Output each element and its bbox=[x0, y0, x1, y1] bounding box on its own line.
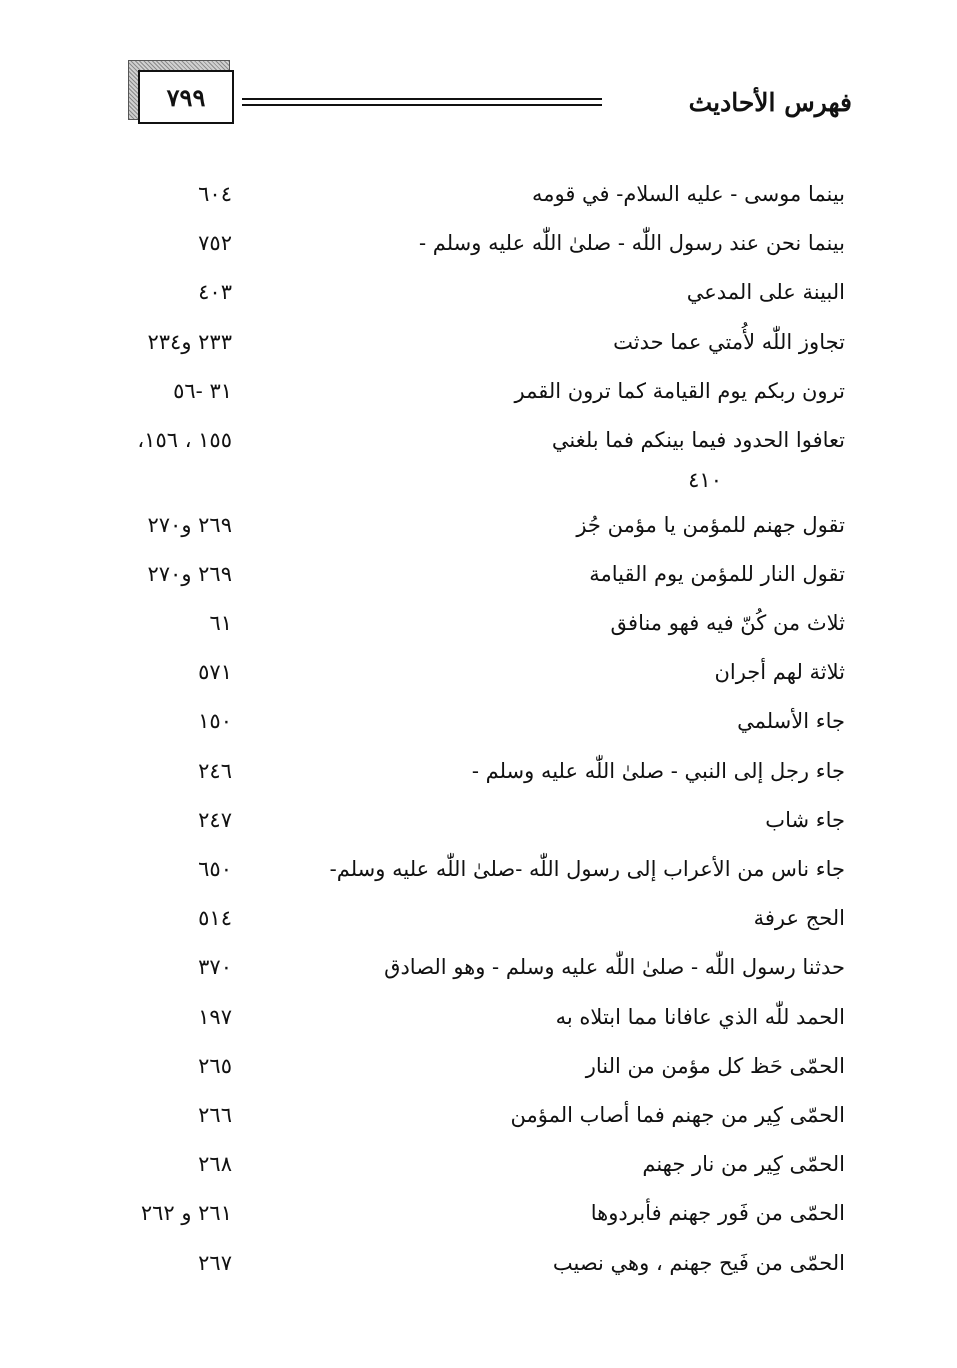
entry-text: الحمّى كِير من جهنم فما أصاب المؤمن bbox=[510, 1103, 845, 1128]
entry-text: ثلاث من كُنّ فيه فهو منافق bbox=[610, 611, 845, 636]
entry-pages: ٣١ -٥٦ bbox=[173, 378, 232, 403]
entry-pages: ١٩٧ bbox=[198, 1004, 232, 1029]
entry-text: بينما موسى - عليه السلام- في قومه bbox=[531, 182, 845, 206]
entry-text: ترون ربكم يوم القيامة كما ترون القمر bbox=[514, 378, 845, 403]
entry-pages: ٢٦٧ bbox=[198, 1250, 232, 1275]
entry-text: الحمّى كِير من نار جهنم bbox=[642, 1152, 845, 1177]
entry-text: تعافوا الحدود فيما بينكم فما بلغني bbox=[551, 428, 845, 452]
entry-text: جاء ناس من الأعراب إلى رسول اللّٰه -صلىٰ اللّٰه عليه وسلم- bbox=[329, 857, 845, 882]
entry-pages: ٦٥٠ bbox=[198, 857, 232, 882]
index-entry bbox=[0, 420, 957, 492]
page-title: فهرس الأحاديث bbox=[688, 88, 852, 117]
entry-pages-continuation: ٤١٠ bbox=[688, 468, 722, 492]
index-entry bbox=[0, 371, 957, 411]
index-entry bbox=[0, 1046, 957, 1086]
index-entry bbox=[0, 751, 957, 791]
index-entry bbox=[0, 1243, 957, 1283]
entry-text: تجاوز اللّٰه لأُمتي عما حدثت bbox=[613, 329, 845, 354]
entry-pages: ٢٦١ و ٢٦٢ bbox=[140, 1201, 232, 1226]
index-entry bbox=[0, 603, 957, 643]
entry-pages: ٢٤٦ bbox=[198, 758, 232, 783]
index-entry bbox=[0, 272, 957, 312]
entry-pages: ٥٧١ bbox=[198, 660, 232, 685]
index-entry bbox=[0, 652, 957, 692]
index-entry bbox=[0, 997, 957, 1037]
index-entry bbox=[0, 554, 957, 594]
entry-pages: ١٥٠ bbox=[198, 709, 232, 734]
index-entry bbox=[0, 701, 957, 741]
entry-text: تقول النار للمؤمن يوم القيامة bbox=[589, 561, 845, 586]
entry-pages: ٢٦٨ bbox=[198, 1152, 232, 1177]
entry-text: جاء شاب bbox=[765, 807, 845, 832]
index-entry bbox=[0, 223, 957, 263]
index-entry bbox=[0, 1144, 957, 1184]
entry-pages: ٢٣٣ و٢٣٤ bbox=[147, 329, 232, 354]
entry-text: الحمد للّٰه الذي عافانا مما ابتلاه به bbox=[555, 1004, 845, 1029]
entry-pages: ٢٦٥ bbox=[198, 1053, 232, 1078]
entry-text: بينما نحن عند رسول اللّٰه - صلىٰ اللّٰه عليه وسلم - bbox=[418, 231, 845, 256]
entry-pages: ٢٦٩ و٢٧٠ bbox=[147, 561, 232, 586]
entry-pages: ١٥٥ ، ١٥٦، bbox=[137, 428, 232, 452]
entry-pages: ٦١ bbox=[209, 611, 232, 636]
entry-pages: ٢٦٩ و٢٧٠ bbox=[147, 512, 232, 537]
index-entry bbox=[0, 898, 957, 938]
entry-pages: ٦٠٤ bbox=[198, 182, 232, 206]
index-entry bbox=[0, 322, 957, 362]
entry-text: تقول جهنم للمؤمن يا مؤمن جُز bbox=[576, 512, 845, 537]
entry-pages: ٢٤٧ bbox=[198, 807, 232, 832]
index-entry bbox=[0, 947, 957, 987]
entry-text: حدثنا رسول اللّٰه - صلىٰ اللّٰه عليه وسلم - وهو الصادق bbox=[384, 955, 845, 980]
entry-pages: ٧٥٢ bbox=[198, 231, 232, 256]
entry-text: البينة على المدعي bbox=[686, 280, 845, 305]
entry-text: الحج عرفة bbox=[753, 906, 845, 931]
index-entry bbox=[0, 174, 957, 214]
entry-pages: ٣٧٠ bbox=[198, 955, 232, 980]
index-entry bbox=[0, 1095, 957, 1135]
entry-pages: ٢٦٦ bbox=[198, 1103, 232, 1128]
entry-pages: ٤٠٣ bbox=[198, 280, 232, 305]
entry-text: الحمّى حَظ كل مؤمن من النار bbox=[585, 1053, 845, 1078]
entry-pages: ٥١٤ bbox=[198, 906, 232, 931]
entry-text: جاء الأسلمي bbox=[737, 709, 845, 734]
index-entry bbox=[0, 800, 957, 840]
entry-text: الحمّى من فَيح جهنم ، وهي نصيب bbox=[552, 1250, 845, 1275]
index-entry bbox=[0, 1193, 957, 1233]
index-entry bbox=[0, 505, 957, 545]
entry-text: جاء رجل إلى النبي - صلىٰ اللّٰه عليه وسلم - bbox=[471, 758, 845, 783]
index-entry bbox=[0, 849, 957, 889]
page-number: ٧٩٩ bbox=[138, 70, 234, 124]
entry-text: الحمّى من فَور جهنم فأبردوها bbox=[590, 1201, 845, 1226]
entry-text: ثلاثة لهم أجران bbox=[714, 660, 845, 685]
